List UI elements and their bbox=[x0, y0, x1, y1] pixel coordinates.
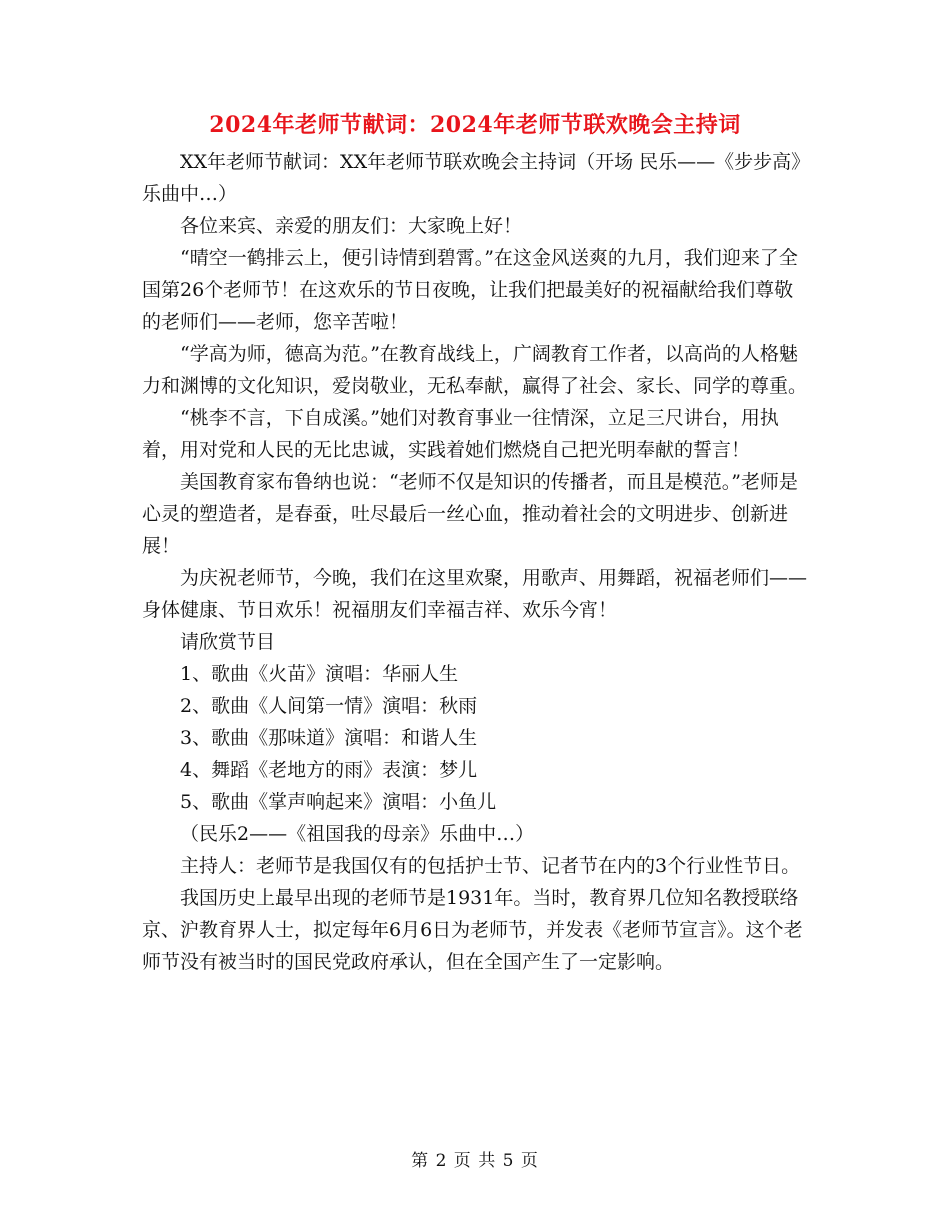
paragraph: “学高为师，德高为范。”在教育战线上，广阔教育工作者，以高尚的人格魅力和渊博的文化知识，爱岗敬业，无私奉献，赢得了社会、家长、同学的尊重。 bbox=[142, 343, 808, 397]
program-item: 3、歌曲《那味道》演唱：和谐人生 bbox=[180, 727, 478, 749]
program-heading: 请欣赏节目 bbox=[180, 631, 276, 653]
document-body bbox=[142, 146, 812, 978]
program-item: 4、舞蹈《老地方的雨》表演：梦儿 bbox=[180, 759, 478, 781]
paragraph: “桃李不言，下自成溪。”她们对教育事业一往情深，立足三尺讲台，用执着，用对党和人民的无比忠诚，实践着她们燃烧自己把光明奉献的誓言！ bbox=[142, 407, 779, 461]
music-note: （民乐2——《祖国我的母亲》乐曲中…） bbox=[180, 823, 535, 845]
page-number: 第 2 页 共 5 页 bbox=[411, 1151, 539, 1171]
document-title: 2024年老师节献词：2024年老师节联欢晚会主持词 bbox=[209, 112, 741, 138]
paragraph: 为庆祝老师节，今晚，我们在这里欢聚，用歌声、用舞蹈，祝福老师们——身体健康、节日欢乐！祝福朋友们幸福吉祥、欢乐今宵！ bbox=[142, 567, 808, 621]
program-item: 1、歌曲《火苗》演唱：华丽人生 bbox=[180, 663, 459, 685]
program-item: 5、歌曲《掌声响起来》演唱：小鱼儿 bbox=[180, 791, 497, 813]
paragraph: 我国历史上最早出现的老师节是1931年。当时，教育界几位知名教授联络京、沪教育界人士，拟定每年6月6日为老师节，并发表《老师节宣言》。这个老师节没有被当时的国民党政府承认，但在全国产生了一定影响。 bbox=[142, 887, 803, 973]
paragraph-greeting: 各位来宾、亲爱的朋友们：大家晚上好！ bbox=[180, 215, 523, 237]
paragraph-host: 主持人：老师节是我国仅有的包括护士节、记者节在内的3个行业性节日。 bbox=[180, 855, 801, 877]
program-item: 2、歌曲《人间第一情》演唱：秋雨 bbox=[180, 695, 478, 717]
paragraph: “晴空一鹤排云上，便引诗情到碧霄。”在这金风送爽的九月，我们迎来了全国第26个老师节！在这欢乐的节日夜晚，让我们把最美好的祝福献给我们尊敬的老师们——老师，您辛苦啦！ bbox=[142, 247, 798, 333]
paragraph: 美国教育家布鲁纳也说：“老师不仅是知识的传播者，而且是模范。”老师是心灵的塑造者，是春蚕，吐尽最后一丝心血，推动着社会的文明进步、创新进展！ bbox=[142, 471, 798, 557]
paragraph-opening: XX年老师节献词：XX年老师节联欢晚会主持词（开场 民乐——《步步高》乐曲中…） bbox=[142, 151, 811, 205]
